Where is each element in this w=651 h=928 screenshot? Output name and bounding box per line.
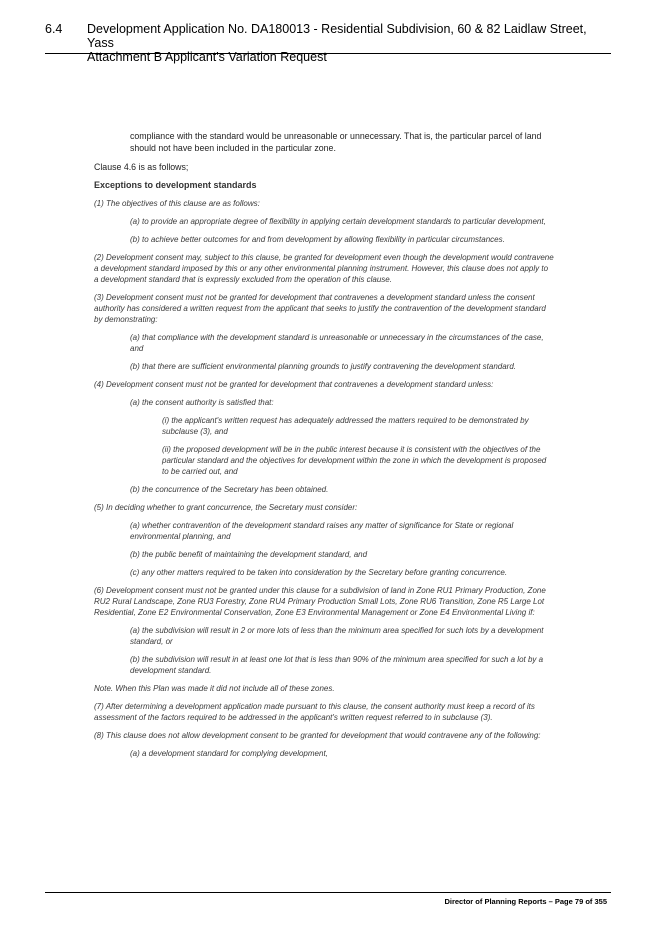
- subclause-3b: (b) that there are sufficient environmental planning grounds to justify contravening the development standard.: [130, 362, 517, 371]
- subclause-1a: (a) to provide an appropriate degree of flexibility in applying certain development standards to particular development,: [130, 217, 546, 226]
- header-divider: [45, 53, 611, 54]
- subclause-2: (2) Development consent may, subject to this clause, be granted for development even though the development would contravene a development standard imposed by this or any other environmental planning instrument. However, this clause does not apply to a development standard that is expressly excluded from the operation of this clause.: [94, 253, 554, 284]
- header-title-line-1: Development Application No. DA180013 - Residential Subdivision, 60 & 82 Laidlaw Street, Yass: [87, 22, 587, 50]
- subclause-3a: (a) that compliance with the development standard is unreasonable or unnecessary in the circumstances of the case, and: [130, 333, 544, 353]
- subclause-6a: (a) the subdivision will result in 2 or more lots of less than the minimum area specified for such lots by a development standard, or: [130, 626, 544, 646]
- subclause-4a-ii: (ii) the proposed development will be in the public interest because it is consistent with the objectives of the particular standard and the objectives for development within the zone in which the development is proposed to be carried out, and: [162, 445, 547, 476]
- footer-page-info: Director of Planning Reports – Page 79 of 355: [444, 897, 607, 906]
- subclause-4: (4) Development consent must not be granted for development that contravenes a development standard unless:: [94, 380, 494, 389]
- document-body: [94, 130, 554, 766]
- subclause-8: (8) This clause does not allow development consent to be granted for development that would contravene any of the following:: [94, 731, 541, 740]
- header-title: [87, 22, 611, 64]
- subclause-3: (3) Development consent must not be granted for development that contravenes a development standard unless the consent authority has considered a written request from the applicant that seeks to justify the contravention of the development standard by demonstrating:: [94, 293, 546, 324]
- subclause-6: (6) Development consent must not be granted under this clause for a subdivision of land in Zone RU1 Primary Production, Zone RU2 Rural Landscape, Zone RU3 Forestry, Zone RU4 Primary Production Small Lots, Zone RU6 Transition, Zone R5 Large Lot Residential, Zone E2 Environmental Conservation, Zone E3 Environmental Management or Zone E4 Environmental Living if:: [94, 586, 546, 617]
- subclause-8a: (a) a development standard for complying development,: [130, 749, 328, 758]
- subclause-4a-i: (i) the applicant's written request has adequately addressed the matters required to be demonstrated by subclause (3), and: [162, 416, 529, 436]
- intro-paragraph: compliance with the standard would be unreasonable or unnecessary. That is, the particular parcel of land should not have been included in the particular zone.: [130, 131, 542, 153]
- clause-intro: Clause 4.6 is as follows;: [94, 162, 189, 172]
- subclause-5: (5) In deciding whether to grant concurrence, the Secretary must consider:: [94, 503, 358, 512]
- subclause-5c: (c) any other matters required to be taken into consideration by the Secretary before granting concurrence.: [130, 568, 508, 577]
- subclause-1b: (b) to achieve better outcomes for and from development by allowing flexibility in particular circumstances.: [130, 235, 505, 244]
- section-number: 6.4: [45, 22, 63, 36]
- subclause-4a: (a) the consent authority is satisfied that:: [130, 398, 274, 407]
- section-heading: Exceptions to development standards: [94, 180, 257, 190]
- subclause-5b: (b) the public benefit of maintaining the development standard, and: [130, 550, 368, 559]
- subclause-7: (7) After determining a development application made pursuant to this clause, the consent authority must keep a record of its assessment of the factors required to be addressed in the applicant's written request referred to in subclause (3).: [94, 702, 535, 722]
- subclause-4b: (b) the concurrence of the Secretary has been obtained.: [130, 485, 329, 494]
- subclause-5a: (a) whether contravention of the development standard raises any matter of significance for State or regional environmental planning, and: [130, 521, 514, 541]
- subclause-1: (1) The objectives of this clause are as follows:: [94, 199, 260, 208]
- note: Note. When this Plan was made it did not include all of these zones.: [94, 684, 335, 693]
- footer-divider: [45, 892, 611, 893]
- subclause-6b: (b) the subdivision will result in at least one lot that is less than 90% of the minimum area specified for such a lot by a development standard.: [130, 655, 544, 675]
- header-title-line-2: Attachment B Applicant's Variation Request: [87, 50, 327, 64]
